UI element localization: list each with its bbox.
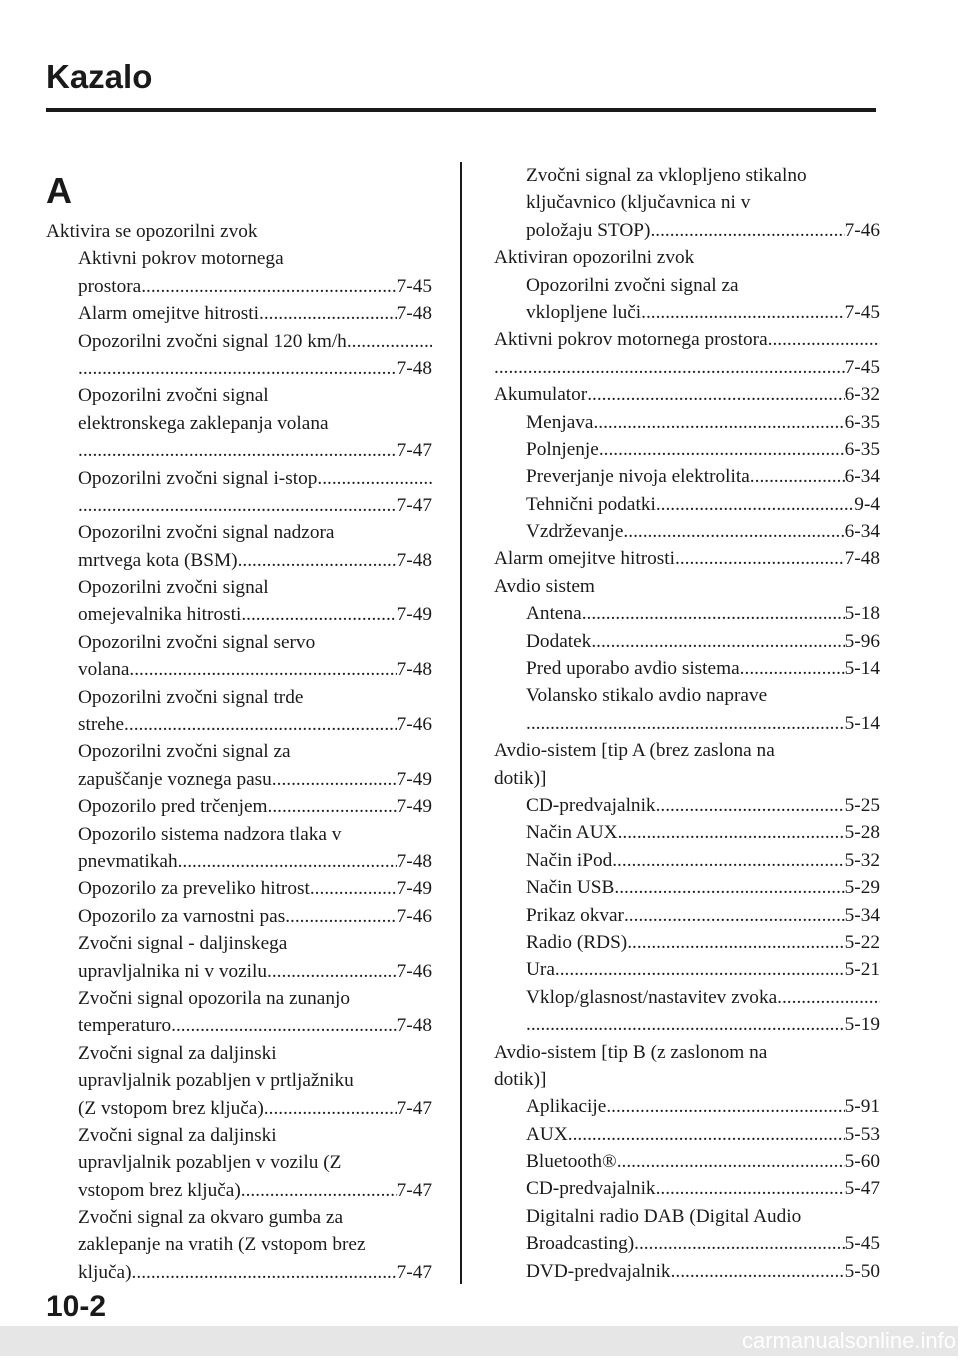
page-reference: 5-34 [844,904,880,926]
index-entry: Aktiviran opozorilni zvok [494,247,695,269]
index-subentry [46,547,432,574]
page-reference: 7-47 [396,494,432,516]
page-reference: 5-45 [844,1233,880,1255]
dot-leader [634,1230,845,1257]
page-reference: 7-49 [396,796,432,818]
index-subentry [46,848,432,875]
page-reference: 5-19 [844,1014,880,1036]
index-subentry: Volansko stikalo avdio naprave [526,685,768,707]
page-reference: 5-25 [844,794,880,816]
index-subentry [46,1095,432,1122]
dot-leader [606,1093,844,1120]
dot-leader [272,766,397,793]
page-reference: 6-32 [844,384,880,406]
index-subentry: zaklepanje na vratih (Z vstopom brez [78,1234,366,1256]
entry-text: vstopom brez ključa) [78,1179,241,1201]
index-subentry [494,792,880,819]
dot-leader [599,436,845,463]
page-reference: 9-4 [854,493,880,515]
dot-leader [285,903,396,930]
index-entry [494,381,880,408]
entry-text: mrtvega kota (BSM) [78,549,238,571]
dot-leader [568,1121,845,1148]
index-subentry: Opozorilni zvočni signal [78,577,269,599]
index-subentry [494,655,880,682]
dot-leader [618,819,845,846]
entry-text: CD-predvajalnik [526,1178,656,1200]
index-subentry [494,436,880,463]
dot-leader [591,628,844,655]
page-reference: 7-45 [396,275,432,297]
entry-text: Menjava [526,411,594,433]
index-entry: Avdio sistem [494,575,595,597]
entry-text: Preverjanje nivoja elektrolita [526,466,750,488]
page-reference: 7-46 [396,905,432,927]
page-reference: 5-91 [844,1096,880,1118]
entry-text: položaju STOP) [526,219,651,241]
index-entry: Avdio-sistem [tip B (z zaslonom na [494,1041,768,1063]
page-reference: 6-35 [844,411,880,433]
header-rule [46,108,876,112]
entry-text: Radio (RDS) [526,931,628,953]
index-subentry [46,766,432,793]
index-subentry [494,491,880,518]
entry-text: omejevalnika hitrosti [78,604,242,626]
dot-leader [526,1011,845,1038]
index-subentry [494,217,880,244]
page-reference: 7-46 [844,219,880,241]
dot-leader [675,545,845,572]
index-subentry [46,601,432,628]
dot-leader [141,273,396,300]
page-reference: 5-53 [844,1123,880,1145]
page-reference: 7-47 [396,1179,432,1201]
entry-text: strehe [78,714,125,736]
page-reference: 5-14 [844,658,880,680]
entry-text: Način USB [526,877,615,899]
index-entry [494,545,880,572]
entry-text: Alarm omejitve hitrosti [494,548,675,570]
page-reference: 5-18 [844,603,880,625]
page-reference: 5-22 [844,931,880,953]
index-subentry [494,1258,880,1285]
index-column-left [46,164,432,1286]
dot-leader [494,354,845,381]
dot-leader [241,601,396,628]
dot-leader [612,847,844,874]
dot-leader [671,1258,845,1285]
dot-leader [656,792,845,819]
entry-text: pnevmatikah [78,850,178,872]
index-subentry [46,437,432,464]
index-subentry [46,355,432,382]
page-reference: 5-14 [844,712,880,734]
index-entry: Avdio-sistem [tip A (brez zaslona na [494,740,775,762]
dot-leader [623,518,844,545]
page-title: Kazalo [46,58,153,95]
index-entry [494,354,880,381]
index-subentry [46,958,432,985]
index-subentry: Opozorilni zvočni signal servo [78,631,316,653]
index-subentry: Zvočni signal opozorila na zunanjo [78,987,350,1009]
index-subentry: Opozorilni zvočni signal trde [78,686,304,708]
page-reference: 7-48 [396,549,432,571]
index-subentry: Opozorilni zvočni signal nadzora [78,522,335,544]
page-reference: 7-48 [396,357,432,379]
dot-leader [264,1095,397,1122]
dot-leader [178,848,397,875]
entry-text: (Z vstopom brez ključa) [78,1097,264,1119]
entry-text: ključa) [78,1261,132,1283]
dot-leader [310,875,397,902]
page-reference: 7-48 [396,1015,432,1037]
dot-leader [768,326,880,353]
entry-text: Tehnični podatki [526,493,656,515]
entry-text: Vzdrževanje [526,521,624,543]
page-reference: 5-32 [844,849,880,871]
entry-text: Dodatek [526,630,592,652]
page-reference: 5-21 [844,959,880,981]
dot-leader [268,793,397,820]
dot-leader [238,547,397,574]
index-subentry [494,929,880,956]
dot-leader [656,1175,845,1202]
page-reference: 5-96 [844,630,880,652]
page-reference: 6-35 [844,438,880,460]
entry-text: AUX [526,1123,568,1145]
section-letter: A [46,170,72,211]
index-subentry [46,1012,432,1039]
entry-text: Opozorilni zvočni signal 120 km/h [78,330,347,352]
dot-leader [587,381,844,408]
dot-leader [78,355,397,382]
index-subentry: Zvočni signal za vklopljeno stikalno [526,165,807,186]
dot-leader [259,300,397,327]
entry-text: volana [78,659,130,681]
index-subentry [494,1148,880,1175]
index-subentry [494,518,880,545]
dot-leader [777,984,880,1011]
entry-text: Aktivni pokrov motornega prostora [494,329,768,351]
dot-leader [78,437,397,464]
entry-text: Broadcasting) [526,1233,635,1255]
dot-leader [593,409,844,436]
entry-text: Polnjenje [526,438,599,460]
index-subentry: Zvočni signal za daljinski [78,1124,277,1146]
dot-leader [526,710,845,737]
entry-text: Aplikacije [526,1096,607,1118]
entry-text: Bluetooth® [526,1151,617,1173]
dot-leader [624,902,845,929]
index-subentry [494,299,880,326]
page-reference: 6-34 [844,466,880,488]
page-reference: 7-48 [396,850,432,872]
index-subentry [494,874,880,901]
index-entry [494,326,880,353]
page-reference: 7-49 [396,878,432,900]
page-reference: 7-47 [396,1097,432,1119]
dot-leader [627,929,844,956]
index-subentry [494,902,880,929]
entry-text: prostora [78,275,142,297]
index-subentry [494,409,880,436]
index-subentry [46,273,432,300]
dot-leader [241,1177,397,1204]
index-subentry [494,984,880,1011]
index-subentry [494,463,880,490]
page-reference: 5-60 [844,1151,880,1173]
index-subentry [494,1175,880,1202]
index-subentry [46,875,432,902]
index-subentry [46,1177,432,1204]
dot-leader [171,1012,397,1039]
index-subentry [46,328,432,355]
index-entry: dotik)] [494,767,547,789]
page-reference: 7-48 [396,659,432,681]
entry-text: CD-predvajalnik [526,794,656,816]
index-subentry [46,1259,432,1286]
watermark: carmanualsonline.info [0,1326,958,1356]
dot-leader [132,1259,397,1286]
dot-leader [650,217,844,244]
entry-text: Opozorilo pred trčenjem [78,796,268,818]
dot-leader [129,656,396,683]
index-subentry [46,492,432,519]
entry-text: DVD-predvajalnik [526,1260,671,1282]
index-subentry [494,847,880,874]
dot-leader [555,956,845,983]
page-reference: 7-46 [396,960,432,982]
index-subentry [494,1011,880,1038]
page-reference: 5-28 [844,822,880,844]
entry-text: Alarm omejitve hitrosti [78,303,259,325]
page-reference: 5-29 [844,877,880,899]
page-reference: 6-34 [844,521,880,543]
index-subentry: Zvočni signal - daljinskega [78,933,288,955]
index-subentry [494,1093,880,1120]
page-reference: 7-48 [844,548,880,570]
dot-leader [750,463,845,490]
entry-text: vklopljene luči [526,301,642,323]
dot-leader [641,299,845,326]
page-reference: 7-48 [396,303,432,325]
dot-leader [614,874,844,901]
index-subentry: Zvočni signal za daljinski [78,1042,277,1064]
index-subentry [46,300,432,327]
entry-text: temperaturo [78,1015,172,1037]
index-subentry: Zvočni signal za okvaro gumba za [78,1207,344,1229]
page-reference: 7-49 [396,604,432,626]
index-subentry [494,628,880,655]
entry-text: upravljalnika ni v vozilu [78,960,268,982]
page-reference: 7-45 [844,301,880,323]
page-reference: 5-47 [844,1178,880,1200]
entry-text: Akumulator [494,384,588,406]
entry-text: zapuščanje voznega pasu [78,768,272,790]
dot-leader [347,328,432,355]
page-reference: 7-47 [396,1261,432,1283]
dot-leader [656,491,854,518]
entry-text: Antena [526,603,582,625]
column-divider [460,162,462,1284]
entry-text: Opozorilni zvočni signal i-stop [78,467,318,489]
entry-text: Ura [526,959,555,981]
entry-text: Vklop/glasnost/nastavitev zvoka [526,986,778,1008]
entry-text: Opozorilo za varnostni pas [78,905,286,927]
index-subentry [46,903,432,930]
index-subentry [494,1121,880,1148]
dot-leader [582,600,845,627]
page-reference: 7-47 [396,440,432,462]
dot-leader [317,465,432,492]
index-subentry: upravljalnik pozabljen v vozilu (Z [78,1152,342,1174]
index-subentry: upravljalnik pozabljen v prtljažniku [78,1070,354,1092]
index-subentry [494,819,880,846]
index-subentry: Opozorilni zvočni signal za [78,741,291,763]
index-subentry: Opozorilni zvočni signal za [526,274,739,296]
index-subentry [46,656,432,683]
page-reference: 7-49 [396,768,432,790]
index-subentry: elektronskega zaklepanja volana [78,412,329,434]
entry-text: Način AUX [526,822,618,844]
entry-text: Pred uporabo avdio sistema [526,658,740,680]
page-reference: 7-45 [844,356,880,378]
index-subentry: Digitalni radio DAB (Digital Audio [526,1205,802,1227]
entry-text: Način iPod [526,849,613,871]
index-column-right [494,162,880,1285]
index-subentry [46,711,432,738]
entry-text: Opozorilo za preveliko hitrost [78,878,310,900]
index-subentry [494,600,880,627]
dot-leader [267,958,397,985]
dot-leader [78,492,397,519]
index-subentry [494,710,880,737]
index-subentry: Opozorilo sistema nadzora tlaka v [78,823,342,845]
dot-leader [124,711,397,738]
dot-leader [740,655,845,682]
index-subentry [46,465,432,492]
index-entry: Aktivira se opozorilni zvok [46,221,258,242]
page-number: 10-2 [46,1290,107,1323]
index-subentry: Opozorilni zvočni signal [78,385,269,407]
index-subentry [494,956,880,983]
page-reference: 7-46 [396,714,432,736]
page-reference: 5-50 [844,1260,880,1282]
index-subentry [46,793,432,820]
index-subentry [494,1230,880,1257]
entry-text: Prikaz okvar [526,904,624,926]
dot-leader [617,1148,845,1175]
index-entry: dotik)] [494,1068,547,1090]
index-subentry: ključavnico (ključavnica ni v [526,192,751,214]
index-subentry: Aktivni pokrov motornega [78,248,284,270]
